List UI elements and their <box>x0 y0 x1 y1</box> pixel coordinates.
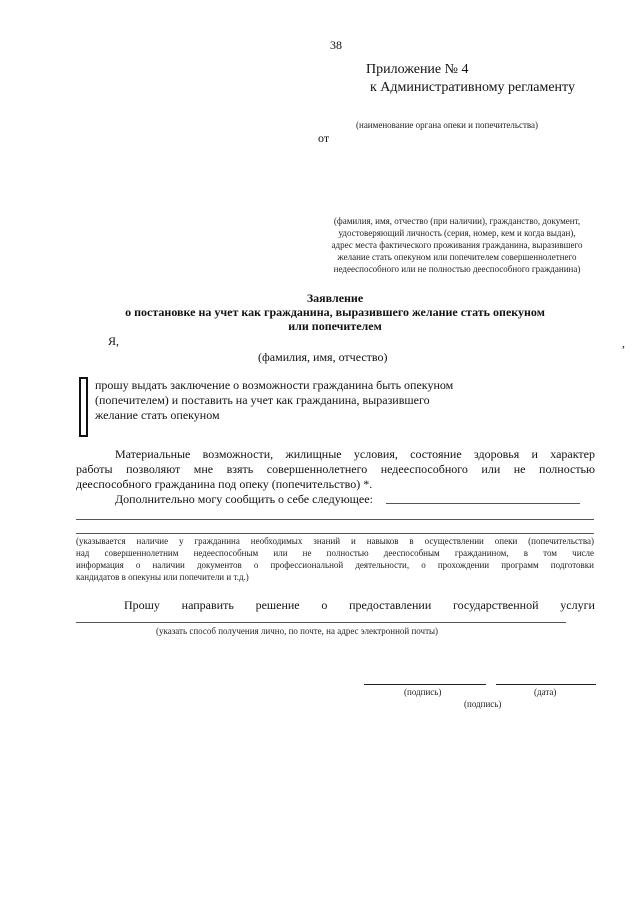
authority-caption: (наименование органа опеки и попечительства) <box>356 120 539 130</box>
request-decision-word-4: о <box>321 598 328 612</box>
request-line-1: прошу выдать заключение о возможности гражданина быть опекуном <box>95 378 454 392</box>
additional-info-line-3[interactable] <box>76 533 594 534</box>
conditions-line-1: Материальные возможности, жилищные условия, состояние здоровья и характер <box>115 447 595 461</box>
appendix-title: Приложение № 4 <box>366 62 469 77</box>
signature-caption: (подпись) <box>404 687 442 697</box>
request-decision <box>124 598 595 613</box>
footnote-line-1: (указывается наличие у гражданина необходимых знаний и навыков в осуществлении опеки (попечительства) <box>76 536 594 546</box>
delivery-method-field[interactable] <box>76 622 566 623</box>
request-line-2: (попечителем) и поставить на учет как гражданина, выразившего <box>95 393 430 407</box>
footnote-line-2: над совершеннолетним недееспособным или не полностью дееспособным гражданином, в том числе <box>76 548 594 558</box>
i-label: Я, <box>108 334 120 348</box>
footnote-line-3: информация о наличии документов о профессиональной деятельности, о прохождении программ подготовки <box>76 560 594 570</box>
applicant-caption-line-5: недееспособного или не полностью дееспособного гражданина) <box>333 264 581 274</box>
additional-info-field[interactable] <box>386 503 580 504</box>
conditions-line-3: дееспособного гражданина под опеку (попечительство) *. <box>76 477 373 491</box>
request-checkbox[interactable] <box>79 377 88 437</box>
footnote-line-4: кандидатов в опекуны или попечители и т.д.) <box>76 572 249 582</box>
appendix-subtitle: к Административному регламенту <box>370 80 575 95</box>
document-title-line-2: о постановке на учет как гражданина, выразившего желание стать опекуном <box>125 305 545 319</box>
document-title-line-3: или попечителем <box>288 319 382 333</box>
name-caption: (фамилия, имя, отчество) <box>258 350 388 364</box>
additional-info-label: Дополнительно могу сообщить о себе следующее: <box>115 492 373 506</box>
signature-line[interactable] <box>364 684 486 685</box>
additional-info-line-2[interactable] <box>76 519 594 520</box>
page-number: 38 <box>330 38 342 52</box>
request-decision-word-7: услуги <box>560 598 595 612</box>
date-line[interactable] <box>496 684 596 685</box>
request-decision-word-3: решение <box>255 598 300 612</box>
applicant-caption-line-4: желание стать опекуном или попечителем совершеннолетнего <box>337 252 577 262</box>
comma: , <box>622 336 625 350</box>
request-decision-word-6: государственной <box>453 598 539 612</box>
request-decision-word-5: предоставлении <box>349 598 432 612</box>
signature-caption-2: (подпись) <box>464 699 502 709</box>
applicant-caption-line-2: удостоверяющий личность (серия, номер, кем и когда выдан), <box>338 228 576 238</box>
applicant-caption-line-3: адрес места фактического проживания гражданина, выразившего <box>331 240 583 250</box>
request-line-3: желание стать опекуном <box>95 408 220 422</box>
date-caption: (дата) <box>534 687 557 697</box>
document-title: Заявление <box>306 291 364 305</box>
request-decision-word-1: Прошу <box>124 598 160 612</box>
delivery-caption: (указать способ получения лично, по почте, на адрес электронной почты) <box>156 626 439 636</box>
applicant-caption-line-1: (фамилия, имя, отчество (при наличии), гражданство, документ, <box>333 216 581 226</box>
request-decision-word-2: направить <box>181 598 234 612</box>
conditions-line-2: работы позволяют мне взять совершеннолетнего недееспособного или не полностью <box>76 462 595 476</box>
from-label: от <box>318 131 330 145</box>
